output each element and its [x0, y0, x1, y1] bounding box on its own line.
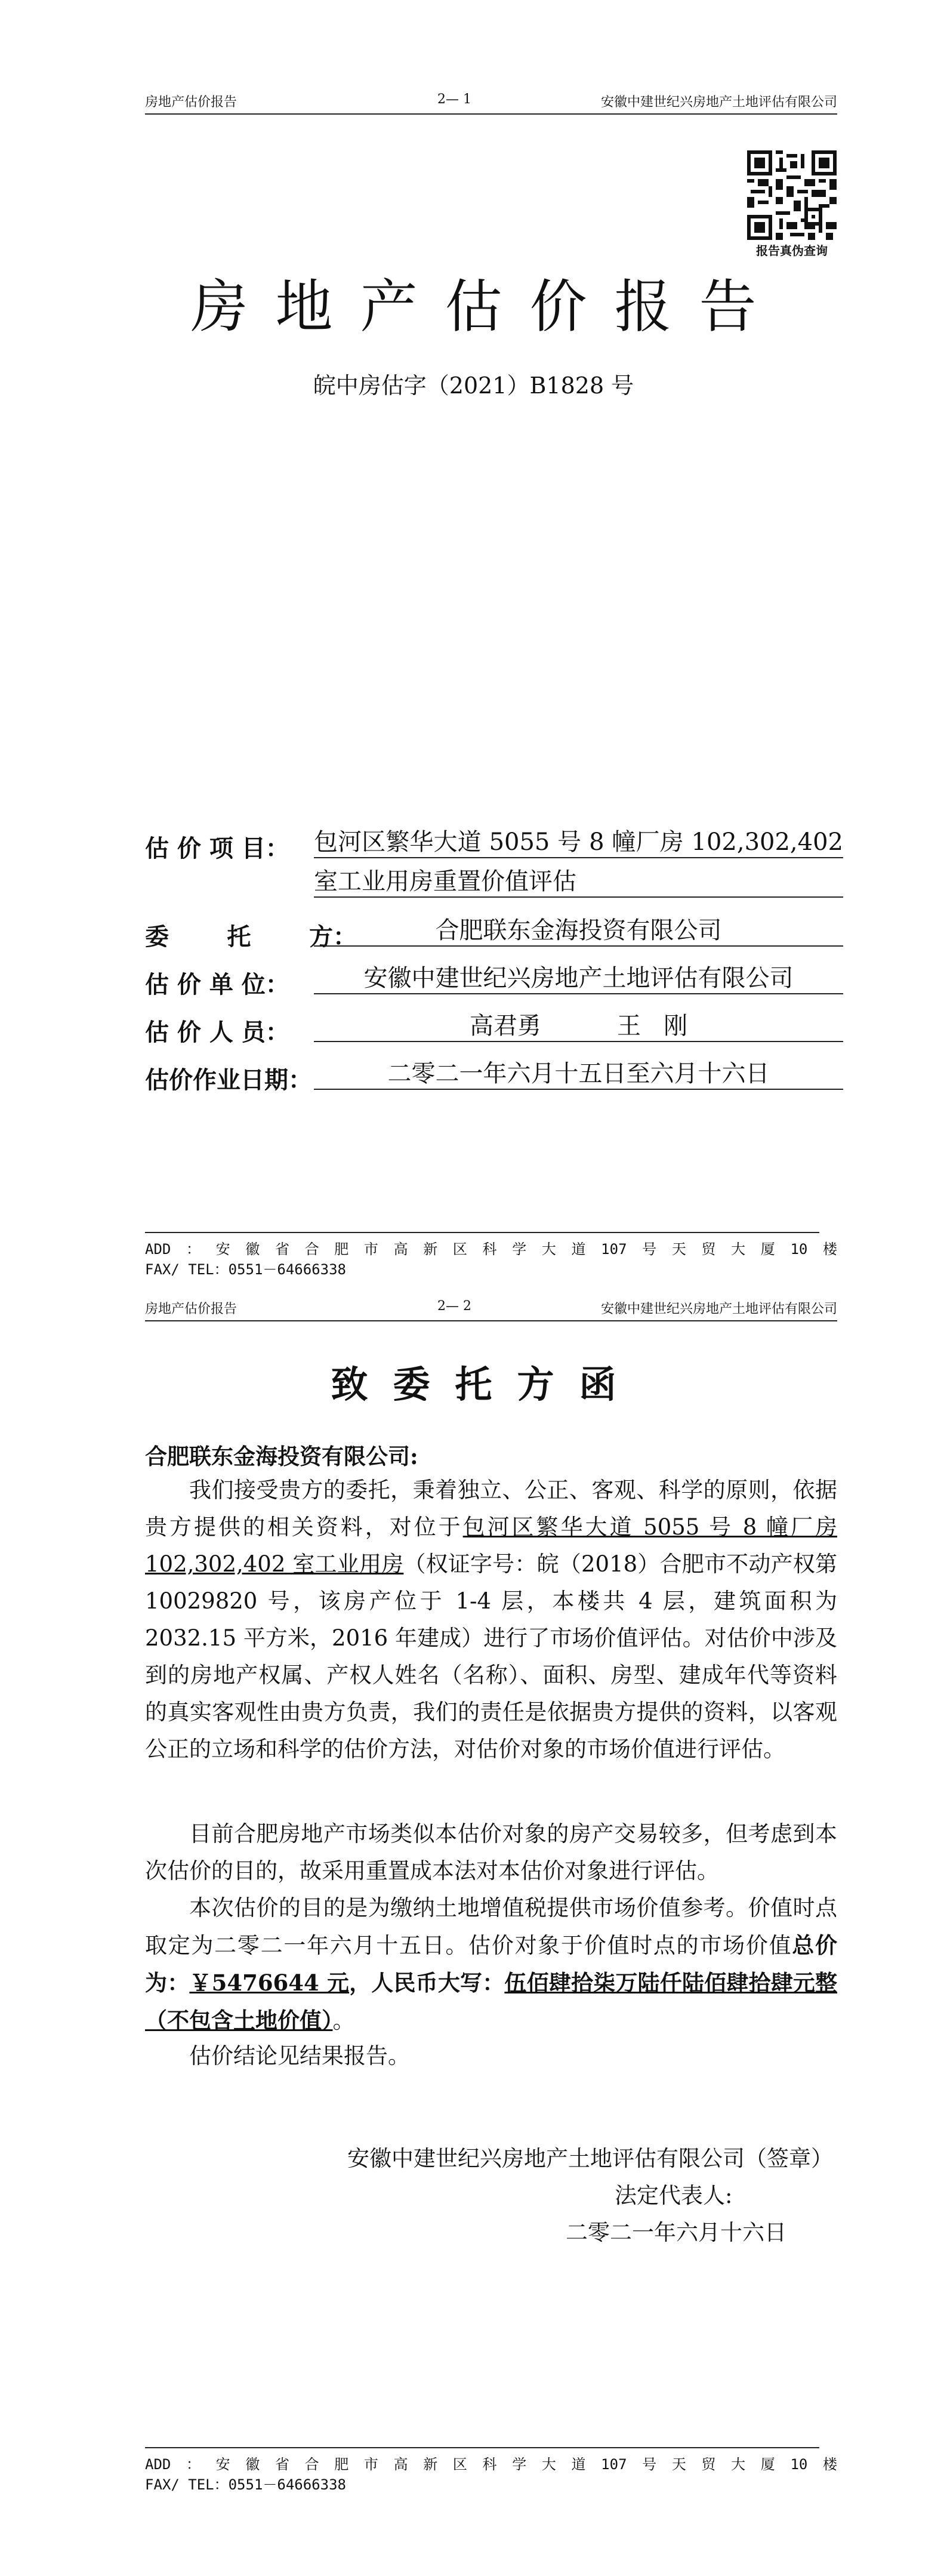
signature-date: 二零二一年六月十六日	[566, 2220, 786, 2245]
total-label: 总价为：	[145, 1932, 838, 1996]
footer-address: ADD：安徽省合肥市高新区科学大道107号天贸大厦10楼	[145, 2456, 837, 2473]
header-left: 房地产估价报告	[145, 95, 237, 110]
letter-addressee: 合肥联东金海投资有限公司:	[145, 1443, 418, 1469]
total-value: ￥5476644 元	[189, 1970, 350, 1996]
field-value: 合肥联东金海投资有限公司	[314, 916, 843, 947]
letter-paragraph-3	[145, 1890, 837, 2039]
total-value-uppercase: 伍佰肆拾柒万陆仟陆佰肆拾肆元整（不包含土地价值）	[145, 1970, 838, 2033]
field-value: 二零二一年六月十五日至六月十六日	[314, 1059, 843, 1090]
qr-code-icon[interactable]	[747, 150, 837, 240]
field-value: 高君勇 王 刚	[314, 1011, 843, 1042]
para3-end: 。	[332, 2008, 355, 2033]
footer-tel: FAX/ TEL：0551－64666338	[145, 1261, 346, 1278]
footer-divider	[145, 1232, 819, 1233]
letter-title: 致委托方函	[331, 1363, 641, 1406]
qr-verify-label: 报告真伪查询	[756, 244, 828, 258]
field-label: 估价作业日期：	[145, 1066, 312, 1094]
letter-page	[0, 1288, 947, 2576]
field-label: 估 价 项 目：	[145, 834, 289, 862]
para3-text: 本次估价的目的是为缴纳土地增值税提供市场价值参考。价值时点取定为二零二一年六月十五日。估价对象于价值时点的市场价值	[145, 1895, 837, 1958]
para1-text-cont: （权证字号：皖（2018）合肥市不动产权第 10029820 号，该房产位于 1-4 层，本楼共 4 层，建筑面积为 2032.15 平方米，2016 年建成）进行了市场价值评估。对估价中涉及到的房地产权属、产权人姓名（名称）、面积、房型、建成年代等资料的真实客观性由贵方负责，我们的责任是依据贵方提供的资料，以客观公正的立场和科学的估价方法，对估价对象的市场价值进行评估。	[145, 1551, 837, 1762]
signature-company: 安徽中建世纪兴房地产土地评估有限公司（签章）	[347, 2146, 833, 2171]
letter-paragraph-4: 估价结论见结果报告。	[189, 2043, 410, 2069]
report-title: 房地产估价报告	[190, 273, 784, 340]
header-right: 安徽中建世纪兴房地产土地评估有限公司	[600, 1302, 837, 1317]
page-footer	[145, 2454, 837, 2495]
page-header	[145, 90, 837, 115]
page-footer	[145, 1239, 837, 1280]
field-label: 估 价 单 位：	[145, 970, 289, 999]
uppercase-label: ，人民币大写：	[349, 1970, 505, 1996]
header-right: 安徽中建世纪兴房地产土地评估有限公司	[600, 95, 837, 110]
field-label: 委 托 方：	[145, 923, 357, 951]
property-location: 包河区繁华大道 5055 号 8 幢厂房 102,302,402 室工业用房	[145, 1514, 837, 1577]
field-value: 安徽中建世纪兴房地产土地评估有限公司	[314, 963, 843, 994]
footer-tel: FAX/ TEL：0551－64666338	[145, 2476, 346, 2493]
header-page-number: 2— 1	[437, 92, 471, 107]
footer-address: ADD：安徽省合肥市高新区科学大道107号天贸大厦10楼	[145, 1241, 837, 1258]
letter-paragraph-2: 目前合肥房地产市场类似本估价对象的房产交易较多，但考虑到本次估价的目的，故采用重置成本法对本估价对象进行评估。	[145, 1821, 837, 1884]
header-left: 房地产估价报告	[145, 1302, 237, 1317]
field-value-line1: 包河区繁华大道 5055 号 8 幢厂房 102,302,402	[314, 827, 843, 858]
header-page-number: 2— 2	[437, 1299, 471, 1314]
field-label: 估 价 人 员：	[145, 1018, 289, 1046]
page-header	[145, 1296, 837, 1321]
letter-paragraph-1	[145, 1472, 837, 1768]
para1-text: 我们接受贵方的委托，秉着独立、公正、客观、科学的原则，依据贵方提供的相关资料，对位于	[145, 1477, 837, 1540]
field-value-line2: 室工业用房重置价值评估	[314, 867, 843, 898]
signature-legal-rep: 法定代表人:	[615, 2183, 733, 2208]
footer-divider	[145, 2447, 819, 2448]
document-number: 皖中房估字（2021）B1828 号	[313, 372, 634, 399]
